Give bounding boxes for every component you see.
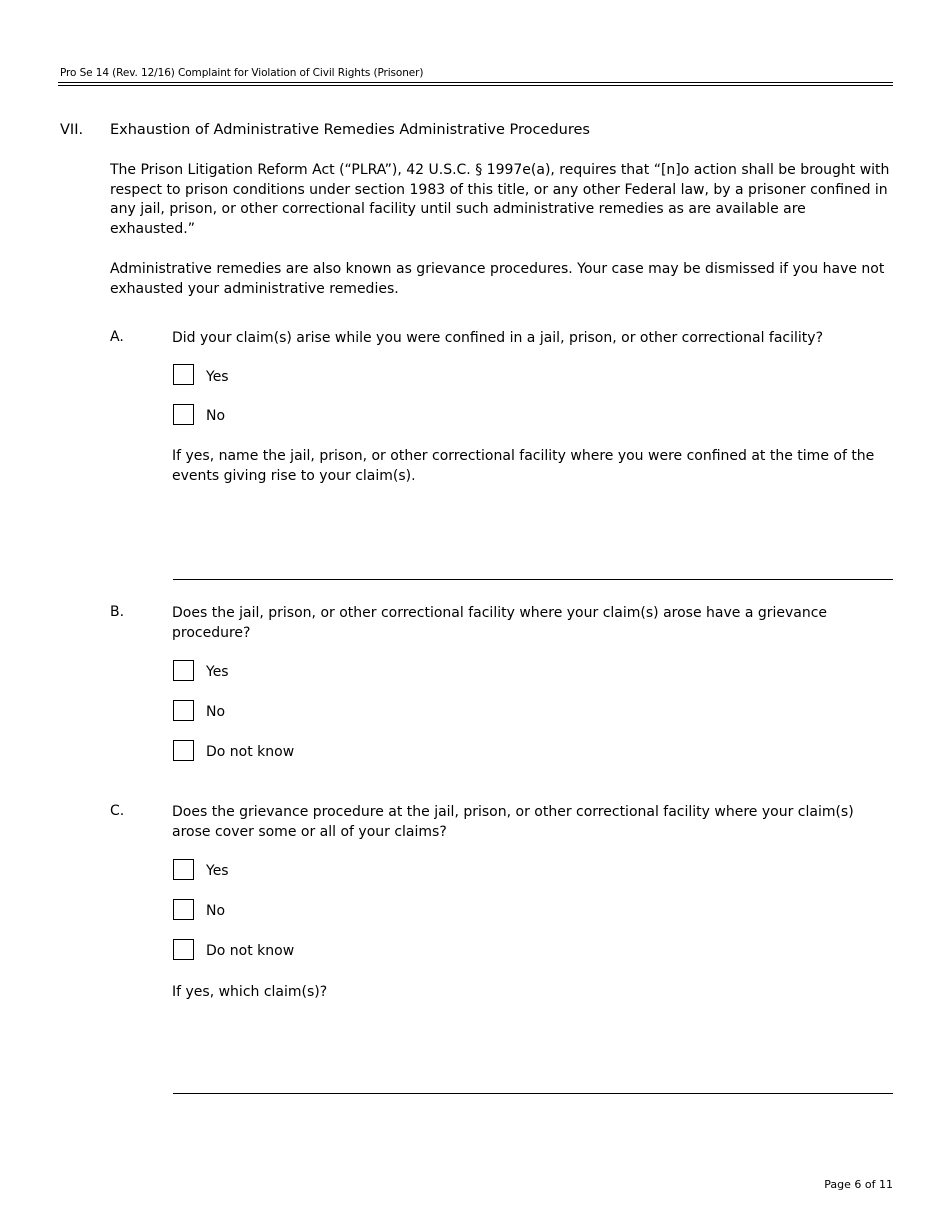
form-header: Pro Se 14 (Rev. 12/16) Complaint for Violation of Civil Rights (Prisoner)	[60, 67, 424, 79]
question-c-no-label: No	[206, 903, 226, 919]
question-c-yes-checkbox[interactable]	[173, 859, 194, 880]
remedies-paragraph: Administrative remedies are also known as grievance procedures. Your case may be dismissed if you have not exhausted your administrative remedies.	[110, 261, 885, 297]
question-b-do-not-know-label: Do not know	[206, 744, 295, 760]
question-c-letter: C.	[110, 803, 125, 819]
plra-paragraph: The Prison Litigation Reform Act (“PLRA”), 42 U.S.C. § 1997e(a), requires that “[n]o action shall be brought with respect to prison conditions under section 1983 of this title, or any other Federal law, by a prisoner confined in any jail, prison, or other correctional facility until such administrative remedies as are available are exhausted.”	[110, 162, 890, 237]
question-b-yes-checkbox[interactable]	[173, 660, 194, 681]
question-a-yes-checkbox[interactable]	[173, 364, 194, 385]
section-number: VII.	[60, 122, 84, 138]
header-rule-bottom	[58, 85, 893, 86]
question-c-yes-label: Yes	[206, 863, 229, 879]
question-b-text: Does the jail, prison, or other correctional facility where your claim(s) arose have a grievance procedure?	[172, 605, 828, 641]
section-title: Exhaustion of Administrative Remedies Administrative Procedures	[110, 122, 590, 138]
question-a-no-checkbox[interactable]	[173, 404, 194, 425]
question-b-do-not-know-checkbox[interactable]	[173, 740, 194, 761]
question-c-text: Does the grievance procedure at the jail, prison, or other correctional facility where your claim(s) arose cover some or all of your claims?	[172, 804, 854, 840]
question-b-no-label: No	[206, 704, 226, 720]
question-a-letter: A.	[110, 329, 124, 345]
question-c-do-not-know-label: Do not know	[206, 943, 295, 959]
question-b-yes-label: Yes	[206, 664, 229, 680]
question-a-yes-label: Yes	[206, 369, 229, 385]
question-b-letter: B.	[110, 604, 125, 620]
question-c-followup: If yes, which claim(s)?	[172, 984, 328, 1000]
question-c-do-not-know-checkbox[interactable]	[173, 939, 194, 960]
page-number: Page 6 of 11	[824, 1178, 893, 1191]
question-b-no-checkbox[interactable]	[173, 700, 194, 721]
question-a-text: Did your claim(s) arise while you were confined in a jail, prison, or other correctional facility?	[172, 330, 823, 346]
question-a-answer-line[interactable]	[173, 579, 893, 580]
header-rule-top	[58, 82, 893, 83]
question-c-answer-line[interactable]	[173, 1093, 893, 1094]
question-a-followup: If yes, name the jail, prison, or other correctional facility where you were confined at the time of the events giving rise to your claim(s).	[172, 448, 875, 484]
question-a-no-label: No	[206, 408, 226, 424]
question-c-no-checkbox[interactable]	[173, 899, 194, 920]
